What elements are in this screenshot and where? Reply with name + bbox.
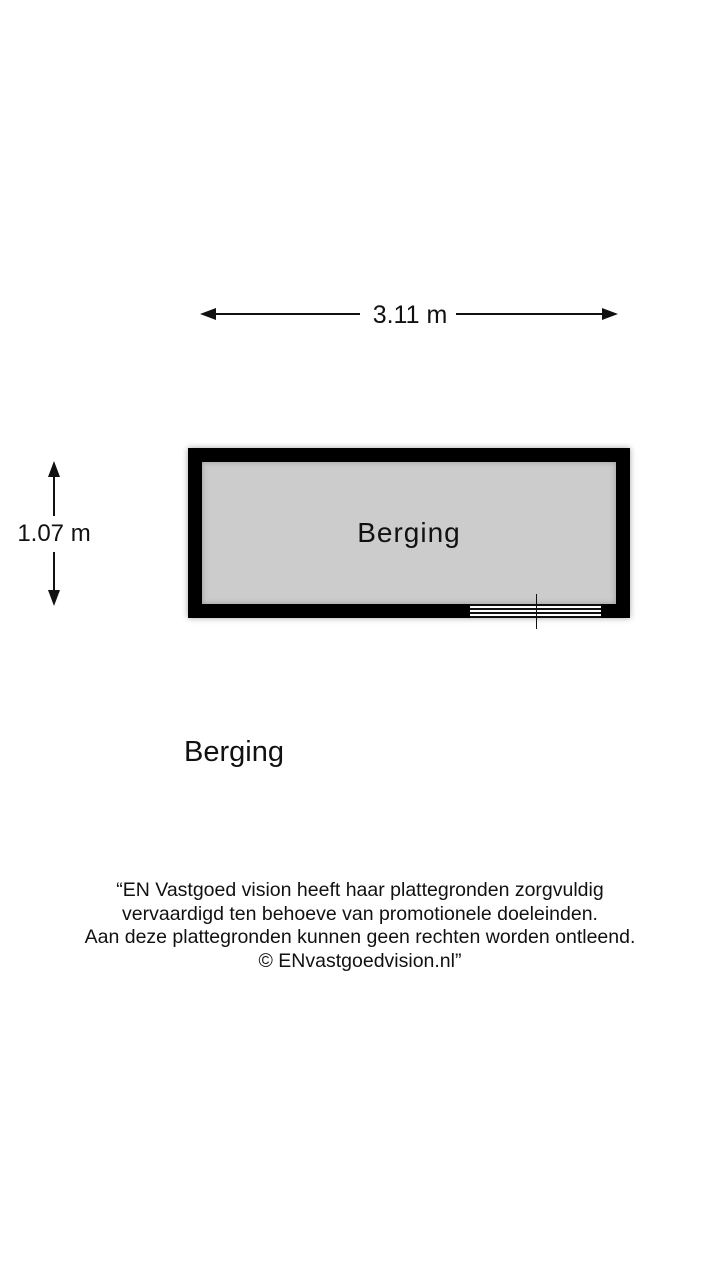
disclaimer-line: © ENvastgoedvision.nl” (258, 949, 462, 972)
room-label: Berging (357, 517, 461, 548)
dimension-line-right (456, 313, 606, 315)
dimension-line-top (53, 470, 55, 516)
room-floor-berging (202, 462, 616, 604)
arrow-right-icon (602, 308, 618, 320)
dimension-line-left (210, 313, 360, 315)
room-walls (188, 448, 630, 618)
disclaimer-line: Aan deze plattegronden kunnen geen rechten worden ontleend. (84, 926, 636, 948)
opening-marker (536, 594, 537, 629)
width-dimension-label: 3.11 m (372, 301, 448, 329)
height-dimension-label: 1.07 m (17, 520, 91, 547)
disclaimer-line: “EN Vastgoed vision heeft haar plattegronden zorgvuldig (116, 879, 604, 901)
disclaimer (60, 879, 660, 973)
floor-caption: Berging (184, 736, 284, 768)
arrow-down-icon (48, 590, 60, 606)
disclaimer-line: vervaardigd ten behoeve van promotionele doeleinden. (122, 902, 598, 925)
